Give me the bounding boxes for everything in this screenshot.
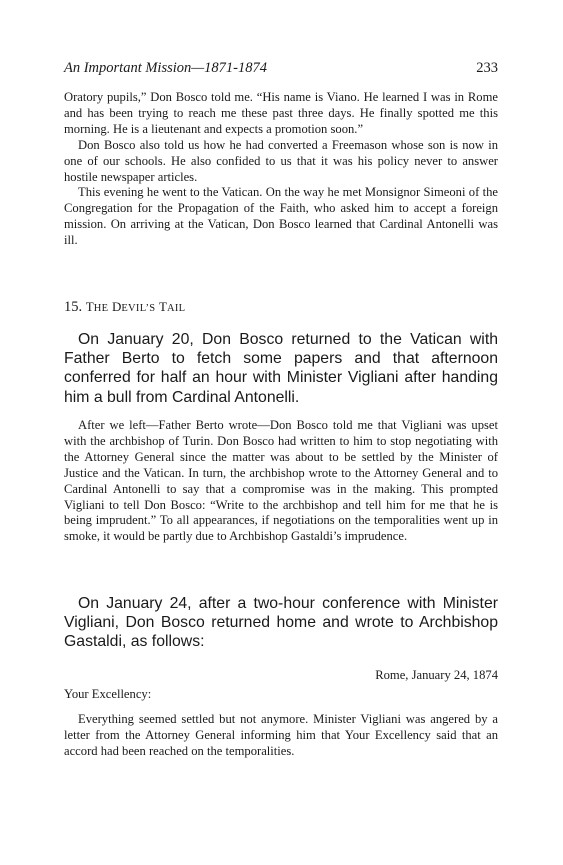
narrative-paragraph: On January 20, Don Bosco returned to the Vatican with Father Berto to fetch some papers and that afternoon conferred for half an hour with Minister Vigliani after handing him a bull from Cardinal Antonelli. <box>64 331 498 406</box>
letter-dateline: Rome, January 24, 1874 <box>375 668 498 682</box>
letter-body-block <box>64 712 498 760</box>
section-heading <box>64 299 185 316</box>
middle-paragraph-block <box>64 418 498 545</box>
paragraph: After we left—Father Berto wrote—Don Bosco told me that Vigliani was upset with the archbishop of Turin. Don Bosco had written to him to stop negotiating with the Attorney General since the matter was about to be settled by the Minister of Justice and the Vatican. In turn, the archbishop wrote to the Attorney General and to Cardinal Antonelli to say that a compromise was in the making. This prompted Vigliani to tell Don Bosco: “Write to the archbishop and tell him for me that he is being imprudent.” To all appearances, if negotiations on the temporalities went up in smoke, it would be partly due to Archbishop Gastaldi’s imprudence. <box>64 418 498 544</box>
section-title-part: T <box>159 299 167 314</box>
running-header <box>64 60 498 80</box>
section-title-part: AIL <box>167 303 186 314</box>
page-number: 233 <box>476 60 498 76</box>
paragraph: Oratory pupils,” Don Bosco told me. “His name is Viano. He learned I was in Rome and has been trying to reach me these past three days. He finally spotted me this morning. He is a lieutenant and expects a promotion soon.” <box>64 90 498 136</box>
narrative-block-2 <box>64 594 498 652</box>
section-title-part: EVIL’S <box>121 303 156 314</box>
section-title-part: T <box>85 299 94 314</box>
paragraph: Everything seemed settled but not anymore. Minister Vigliani was angered by a letter from the Attorney General informing him that Your Excellency said that an accord had been reached on the temporalities. <box>64 712 498 758</box>
section-title-part: D <box>111 299 122 314</box>
letter-salutation: Your Excellency: <box>64 687 152 701</box>
section-number: 15. <box>64 299 83 315</box>
running-title: An Important Mission—1871-1874 <box>64 60 267 76</box>
paragraph: This evening he went to the Vatican. On the way he met Monsignor Simeoni of the Congregation for the Propagation of the Faith, who asked him to accept a foreign mission. On arriving at the Vatican, Don Bosco learned that Cardinal Antonelli was ill. <box>64 185 498 248</box>
narrative-paragraph: On January 24, after a two-hour conference with Minister Vigliani, Don Bosco returned home and wrote to Archbishop Gastaldi, as follows: <box>64 595 498 651</box>
opening-paragraphs <box>64 90 498 249</box>
narrative-block-1 <box>64 330 498 407</box>
paragraph: Don Bosco also told us how he had converted a Freemason whose son is now in one of our schools. He also confided to us that it was his policy never to answer hostile newspaper articles. <box>64 137 498 184</box>
section-title-part: HE <box>93 303 109 314</box>
